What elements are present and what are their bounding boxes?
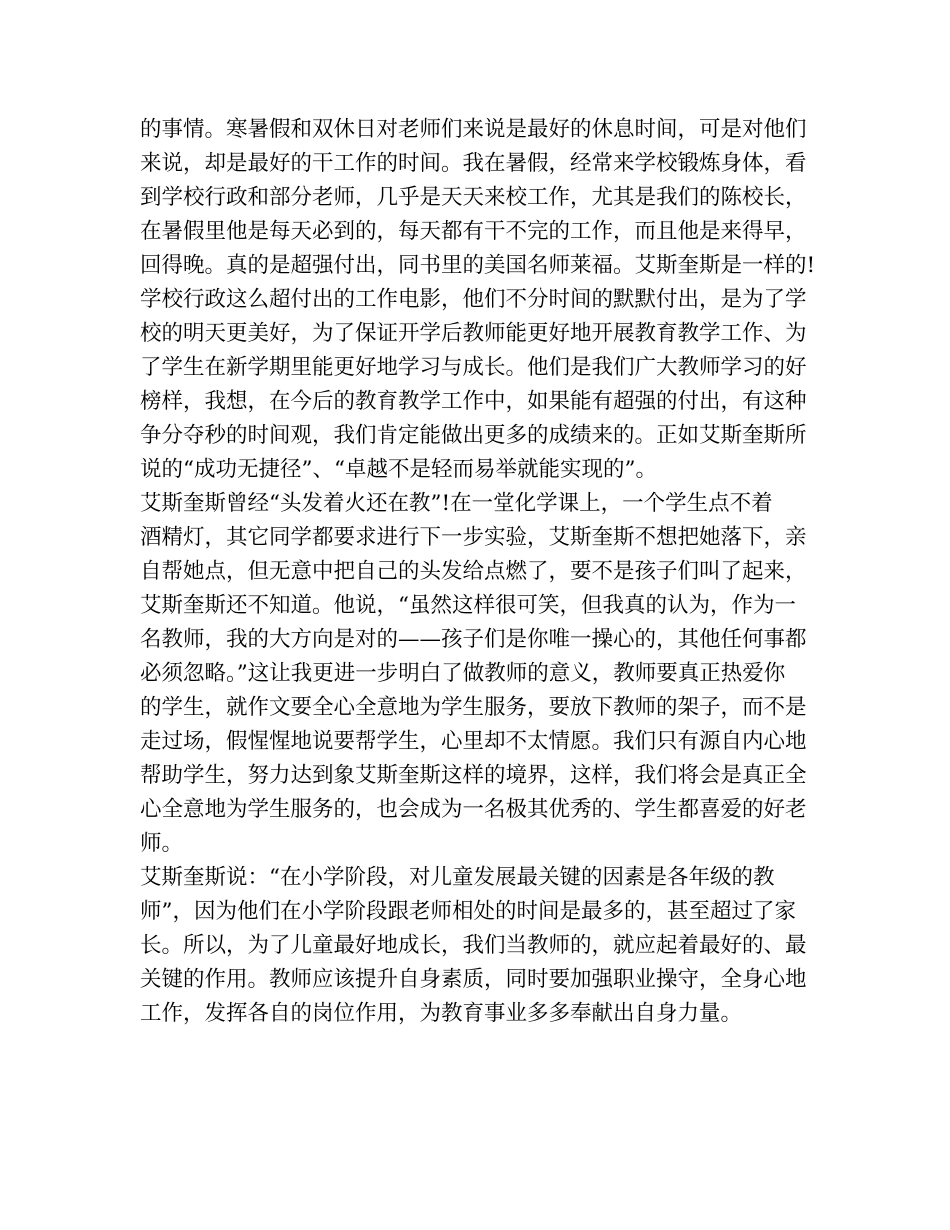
- text-line: 必须忽略。”这让我更进一步明白了做教师的意义，教师要真正热爱你: [140, 661, 786, 686]
- text-line: 名教师，我的大方向是对的——孩子们是你唯一操心的，其他任何事都: [140, 627, 807, 652]
- text-line: 的学生，就作文要全心全意地为学生服务，要放下教师的架子，而不是: [140, 695, 807, 720]
- text-line: 在暑假里他是每天必到的，每天都有干不完的工作，而且他是来得早，: [140, 219, 807, 244]
- text-line: 艾斯奎斯说：“在小学阶段，对儿童发展最关键的因素是各年级的教: [140, 865, 775, 890]
- text-line: 学校行政这么超付出的工作电影，他们不分时间的默默付出，是为了学: [140, 287, 807, 312]
- text-line: 关键的作用。教师应该提升自身素质，同时要加强职业操守，全身心地: [140, 967, 807, 992]
- text-line: 师。: [140, 831, 184, 856]
- text-line: 帮助学生，努力达到象艾斯奎斯这样的境界，这样，我们将会是真正全: [140, 763, 807, 788]
- text-line: 来说，却是最好的干工作的时间。我在暑假，经常来学校锻炼身体，看: [140, 151, 807, 176]
- text-line: 工作，发挥各自的岗位作用，为教育事业多多奉献出自身力量。: [140, 1001, 743, 1026]
- text-line: 自帮她点，但无意中把自己的头发给点燃了，要不是孩子们叫了起来，: [140, 559, 807, 584]
- text-line: 艾斯奎斯还不知道。他说，“虽然这样很可笑，但我真的认为，作为一: [140, 593, 796, 618]
- text-line: 争分夺秒的时间观，我们肯定能做出更多的成绩来的。正如艾斯奎斯所: [140, 423, 807, 448]
- text-line: 到学校行政和部分老师，几乎是天天来校工作，尤其是我们的陈校长，: [140, 185, 807, 210]
- text-line: 榜样，我想，在今后的教育教学工作中，如果能有超强的付出，有这种: [140, 389, 807, 414]
- text-line: 酒精灯，其它同学都要求进行下一步实验，艾斯奎斯不想把她落下，亲: [140, 525, 807, 550]
- text-line: 的事情。寒暑假和双休日对老师们来说是最好的休息时间，可是对他们: [140, 117, 807, 142]
- text-line: 长。所以，为了儿童最好地成长，我们当教师的，就应起着最好的、最: [140, 933, 807, 958]
- text-line: 校的明天更美好，为了保证开学后教师能更好地开展教育教学工作、为: [140, 321, 807, 346]
- text-line: 师”，因为他们在小学阶段跟老师相处的时间是最多的，甚至超过了家: [140, 899, 796, 924]
- text-line: 说的“成功无捷径”、“卓越不是轻而易举就能实现的”。: [140, 457, 657, 482]
- text-line: 了学生在新学期里能更好地学习与成长。他们是我们广大教师学习的好: [140, 355, 807, 380]
- text-line: 艾斯奎斯曾经“头发着火还在教”!在一堂化学课上，一个学生点不着: [140, 491, 773, 516]
- text-line: 走过场，假惺惺地说要帮学生，心里却不太情愿。我们只有源自内心地: [140, 729, 807, 754]
- body-text: [140, 113, 820, 1031]
- text-line: 心全意地为学生服务的，也会成为一名极其优秀的、学生都喜爱的好老: [140, 797, 807, 822]
- text-line: 回得晚。真的是超强付出，同书里的美国名师莱福。艾斯奎斯是一样的!: [140, 253, 816, 278]
